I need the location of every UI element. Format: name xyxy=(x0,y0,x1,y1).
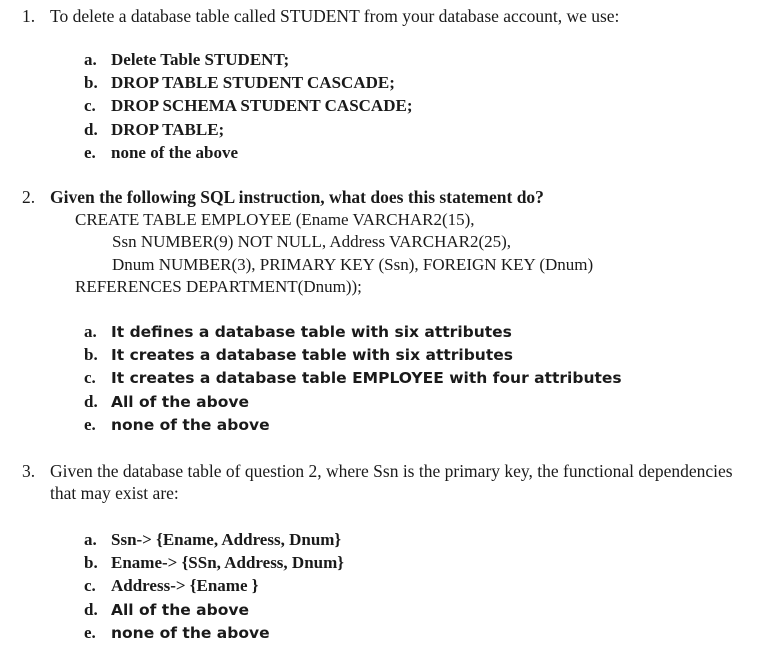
sql-line: CREATE TABLE EMPLOYEE (Ename VARCHAR2(15), xyxy=(75,210,475,229)
option-text: DROP SCHEMA STUDENT CASCADE; xyxy=(111,96,413,116)
option-letter: c. xyxy=(84,576,96,596)
option-text: All of the above xyxy=(111,392,249,411)
question-number: 3. xyxy=(22,461,36,481)
question-number: 2. xyxy=(22,187,36,207)
option-list xyxy=(84,320,622,436)
option-letter: e. xyxy=(84,622,96,642)
option-e xyxy=(84,621,344,644)
option-c xyxy=(84,366,622,389)
option-text: Ename-> {SSn, Address, Dnum} xyxy=(111,553,344,573)
option-letter: a. xyxy=(84,530,97,549)
option-e xyxy=(84,413,622,436)
option-b xyxy=(84,551,344,574)
option-letter: c. xyxy=(84,368,96,388)
option-a xyxy=(84,528,344,551)
option-list xyxy=(84,528,344,644)
option-c xyxy=(84,574,344,597)
option-c xyxy=(84,94,412,117)
option-text: none of the above xyxy=(111,623,270,642)
option-b xyxy=(84,71,412,94)
option-d xyxy=(84,390,622,413)
question-number: 1. xyxy=(22,6,36,26)
option-text: DROP TABLE; xyxy=(111,119,225,139)
option-text: It defines a database table with six attributes xyxy=(111,323,512,341)
option-text: All of the above xyxy=(111,600,249,619)
question-stem: Given the database table of question 2, where Ssn is the primary key, the functional dependencies that may exist are: xyxy=(50,461,733,503)
option-letter: b. xyxy=(84,345,98,365)
option-a xyxy=(84,320,622,343)
option-letter: d. xyxy=(84,599,98,619)
option-text: none of the above xyxy=(111,415,270,434)
question-stem: To delete a database table called STUDENT from your database account, we use: xyxy=(50,6,620,26)
option-text: It creates a database table EMPLOYEE with four attributes xyxy=(111,369,622,388)
option-letter: d. xyxy=(84,119,98,139)
option-text: Delete Table STUDENT; xyxy=(111,50,290,69)
option-d xyxy=(84,118,412,141)
option-letter: a. xyxy=(84,322,97,341)
sql-statement xyxy=(75,209,593,298)
option-b xyxy=(84,343,622,366)
sql-line: REFERENCES DEPARTMENT(Dnum)); xyxy=(75,276,362,296)
option-list xyxy=(84,48,412,164)
option-text: DROP TABLE STUDENT CASCADE; xyxy=(111,73,395,93)
option-letter: a. xyxy=(84,50,97,69)
option-letter: b. xyxy=(84,73,98,93)
option-letter: e. xyxy=(84,414,96,434)
sql-line: Ssn NUMBER(9) NOT NULL, Address VARCHAR2(25), xyxy=(112,232,512,252)
option-letter: d. xyxy=(84,391,98,411)
option-text: Ssn-> {Ename, Address, Dnum} xyxy=(111,530,342,549)
option-text: Address-> {Ename } xyxy=(111,576,259,596)
option-text: It creates a database table with six attributes xyxy=(111,346,513,365)
sql-line: Dnum NUMBER(3), PRIMARY KEY (Ssn), FOREIGN KEY (Dnum) xyxy=(112,254,594,274)
option-text: none of the above xyxy=(111,142,239,162)
option-letter: c. xyxy=(84,96,96,116)
option-e xyxy=(84,141,412,164)
option-a xyxy=(84,48,412,71)
option-letter: e. xyxy=(84,142,96,162)
question-stem: Given the following SQL instruction, what does this statement do? xyxy=(50,187,544,207)
option-letter: b. xyxy=(84,553,98,573)
option-d xyxy=(84,598,344,621)
